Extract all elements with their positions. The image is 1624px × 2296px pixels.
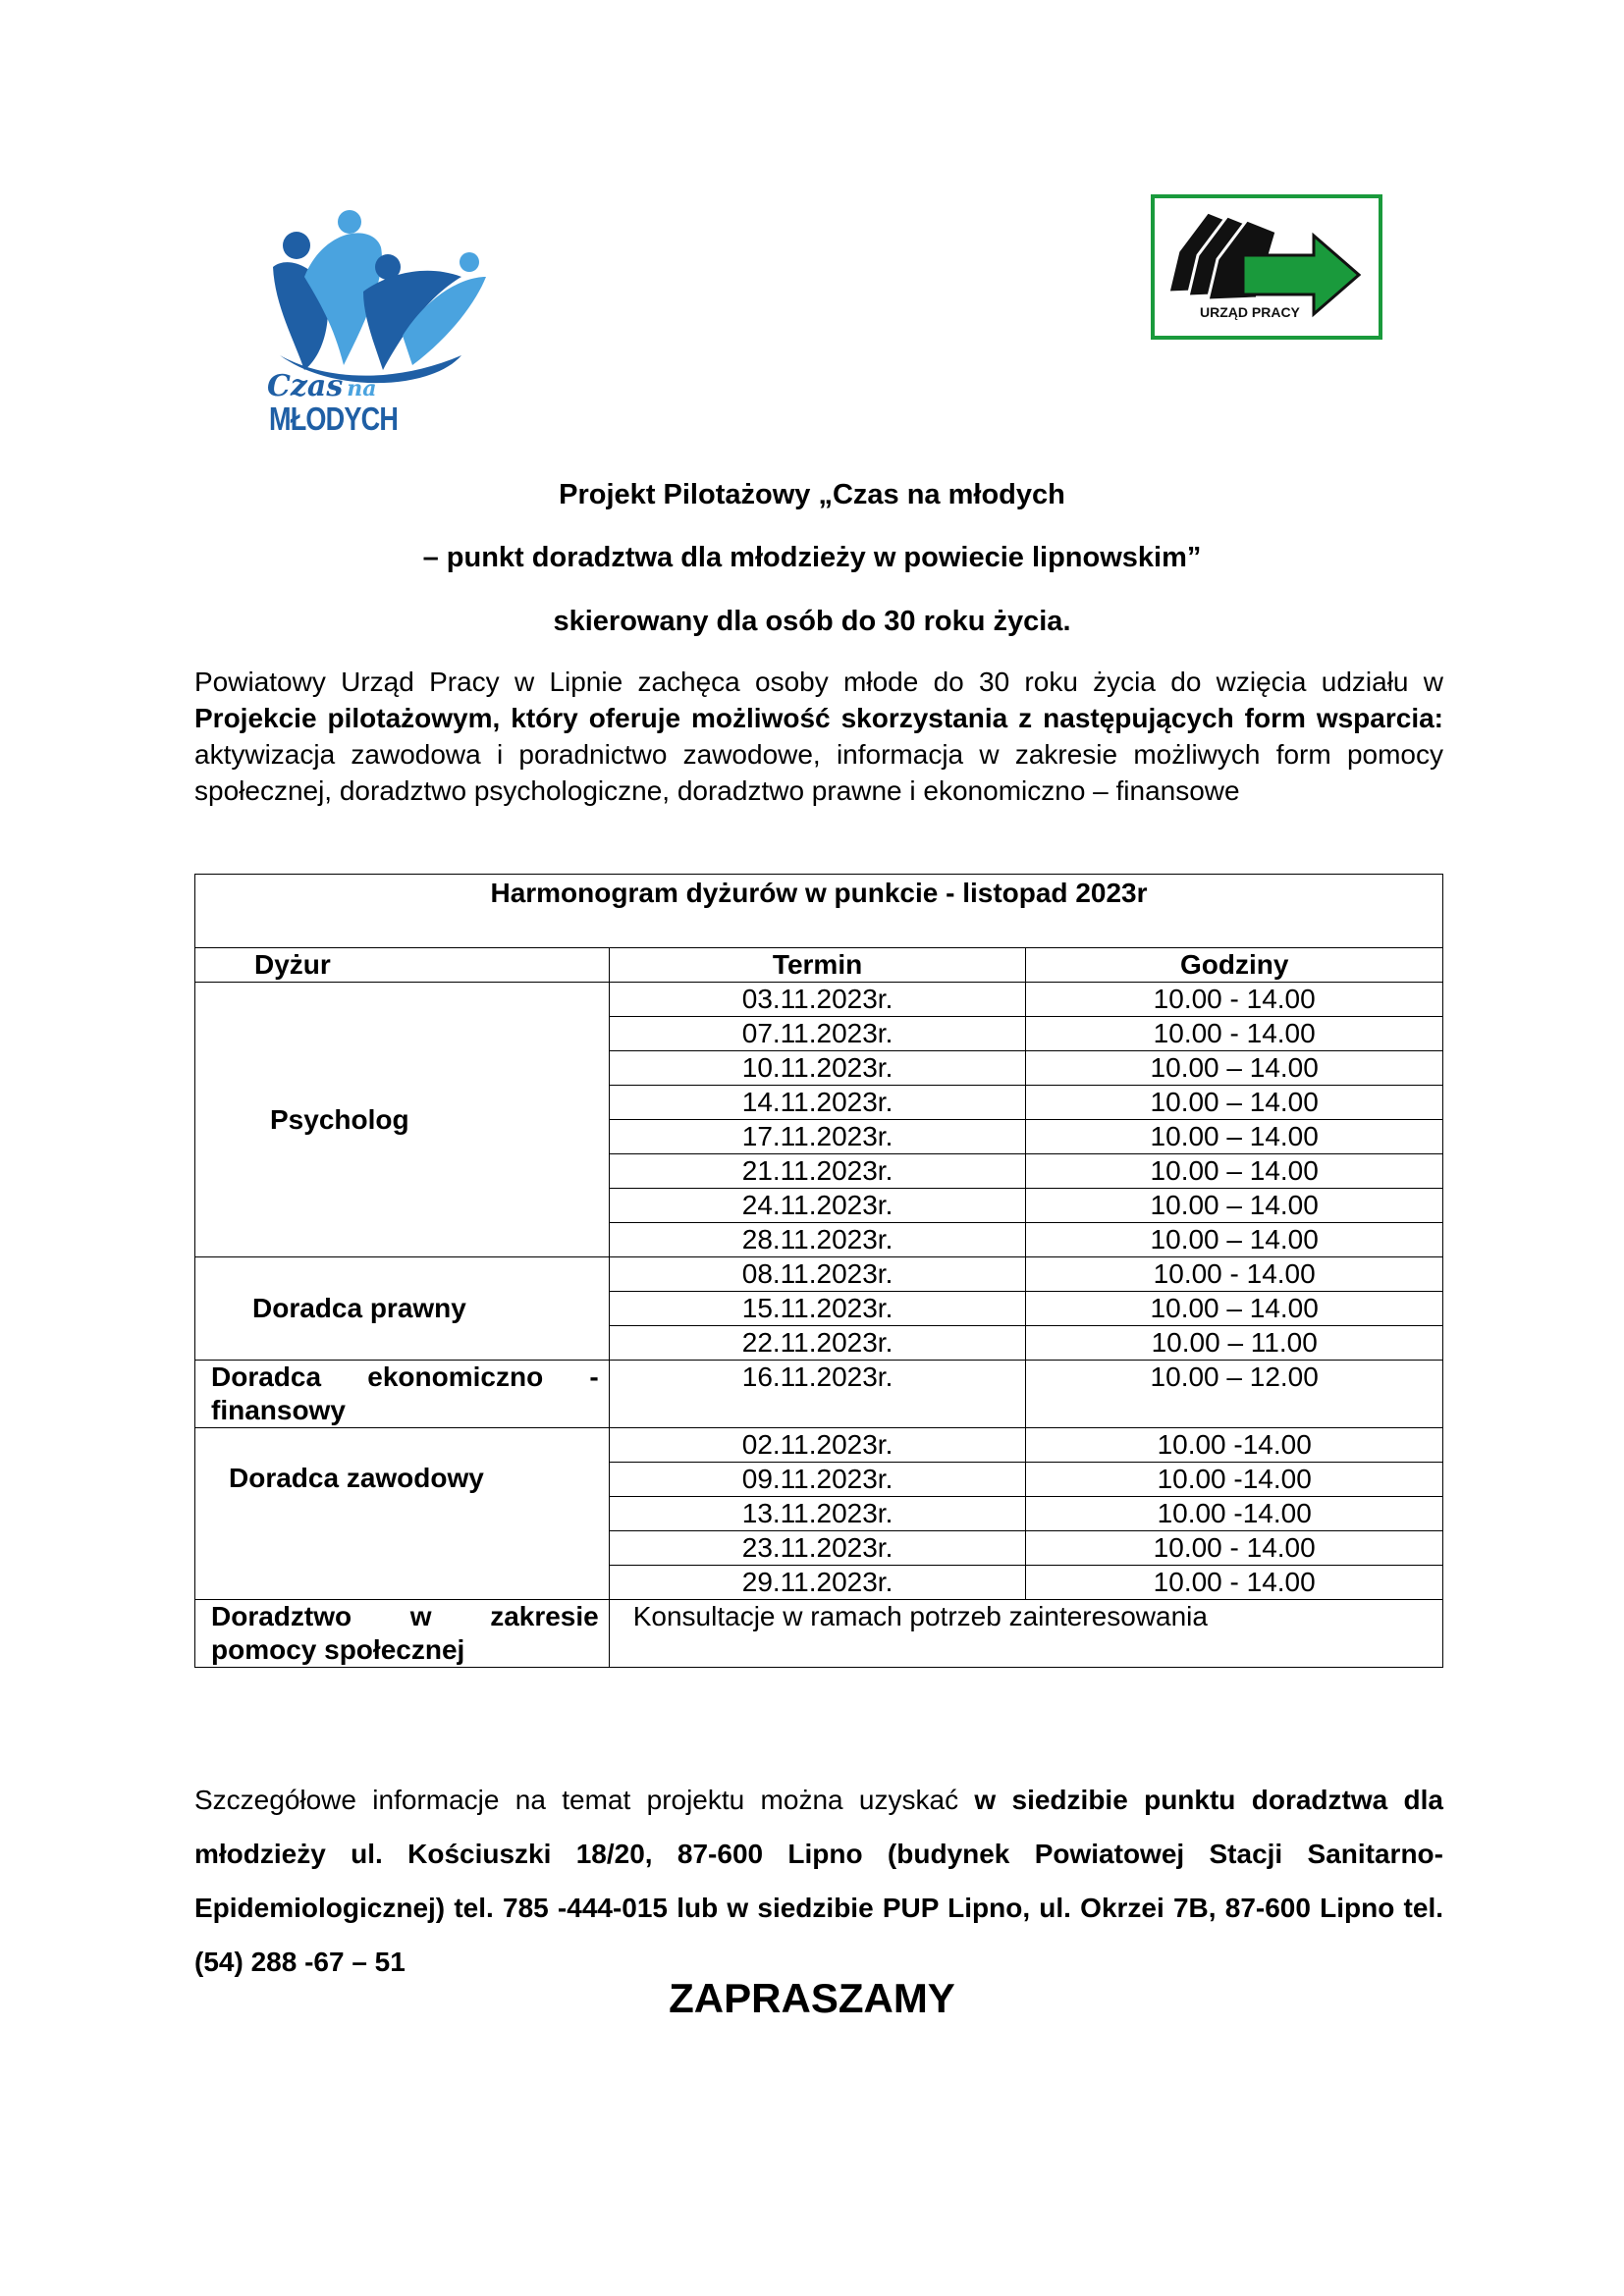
- hours-cell: 10.00 – 12.00: [1026, 1361, 1443, 1428]
- hours-cell: 10.00 -14.00: [1026, 1497, 1443, 1531]
- title-line-2: – punkt doradztwa dla młodzieży w powiecie lipnowskim”: [422, 542, 1202, 573]
- header-hours: Godziny: [1026, 948, 1443, 983]
- date-cell: 24.11.2023r.: [609, 1189, 1026, 1223]
- hours-cell: 10.00 – 14.00: [1026, 1051, 1443, 1086]
- consultation-note: Konsultacje w ramach potrzeb zainteresowania: [609, 1600, 1442, 1668]
- hours-cell: 10.00 -14.00: [1026, 1428, 1443, 1463]
- date-cell: 21.11.2023r.: [609, 1154, 1026, 1189]
- date-cell: 07.11.2023r.: [609, 1017, 1026, 1051]
- date-cell: 13.11.2023r.: [609, 1497, 1026, 1531]
- date-cell: 10.11.2023r.: [609, 1051, 1026, 1086]
- hours-cell: 10.00 – 11.00: [1026, 1326, 1443, 1361]
- date-cell: 23.11.2023r.: [609, 1531, 1026, 1566]
- intro-paragraph: [194, 664, 1443, 809]
- hours-cell: 10.00 -14.00: [1026, 1463, 1443, 1497]
- people-figures-icon: [273, 210, 486, 383]
- intro-text-2: aktywizacja zawodowa i poradnictwo zawodowe, informacja w zakresie możliwych form pomocy społecznej, doradztwo psychologiczne, doradztwo prawne i ekonomiczno – finansowe: [194, 739, 1443, 806]
- table-row: [195, 1600, 1443, 1668]
- hours-cell: 10.00 – 14.00: [1026, 1223, 1443, 1257]
- title-line-3: skierowany dla osób do 30 roku życia.: [553, 606, 1071, 637]
- date-cell: 09.11.2023r.: [609, 1463, 1026, 1497]
- duty-spoleczna-line-2: pomocy społecznej: [211, 1634, 465, 1665]
- duty-spoleczna-line-1: Doradztwo w zakresie: [211, 1601, 599, 1631]
- duty-ekonomiczny-line-2: finansowy: [211, 1395, 346, 1425]
- date-cell: 29.11.2023r.: [609, 1566, 1026, 1600]
- table-row: [195, 1257, 1443, 1292]
- date-cell: 17.11.2023r.: [609, 1120, 1026, 1154]
- hours-cell: 10.00 - 14.00: [1026, 1566, 1443, 1600]
- date-cell: 15.11.2023r.: [609, 1292, 1026, 1326]
- contact-text-bold: w siedzibie punktu doradztwa dla młodzieży ul. Kościuszki 18/20, 87-600 Lipno (budynek Powiatowej Stacji Sanitarno- Epidemiologicznej) tel. 785 -444-015 lub w siedzibie PUP Lipno, ul. Okrzei 7B, 87-600 Lipno tel. (54) 288 -67 – 51: [194, 1785, 1443, 1977]
- date-cell: 14.11.2023r.: [609, 1086, 1026, 1120]
- intro-text-1: Powiatowy Urząd Pracy w Lipnie zachęca osoby młode do 30 roku życia do wzięcia udziału w: [194, 667, 1443, 697]
- date-cell: 16.11.2023r.: [609, 1361, 1026, 1428]
- table-row: [195, 1428, 1443, 1463]
- logo-czas-text: Czas na: [267, 369, 377, 403]
- logo-mlodych-text: MŁODYCH: [269, 400, 399, 437]
- hours-cell: 10.00 - 14.00: [1026, 1531, 1443, 1566]
- hours-cell: 10.00 - 14.00: [1026, 1257, 1443, 1292]
- table-row: [195, 1361, 1443, 1428]
- table-row: [195, 983, 1443, 1017]
- duty-doradca-zawodowy: Doradca zawodowy: [195, 1428, 610, 1600]
- hours-cell: 10.00 - 14.00: [1026, 983, 1443, 1017]
- hours-cell: 10.00 – 14.00: [1026, 1086, 1443, 1120]
- contact-text: Szczegółowe informacje na temat projektu można uzyskać: [194, 1785, 959, 1815]
- hours-cell: 10.00 – 14.00: [1026, 1189, 1443, 1223]
- date-cell: 28.11.2023r.: [609, 1223, 1026, 1257]
- date-cell: 02.11.2023r.: [609, 1428, 1026, 1463]
- urzad-pracy-logo: [1151, 194, 1382, 340]
- duty-psycholog: Psycholog: [195, 983, 610, 1257]
- date-cell: 03.11.2023r.: [609, 983, 1026, 1017]
- hours-cell: 10.00 – 14.00: [1026, 1120, 1443, 1154]
- header-date: Termin: [609, 948, 1026, 983]
- urzad-pracy-label: URZĄD PRACY: [1200, 304, 1300, 320]
- title-line-1: Projekt Pilotażowy „Czas na młodych: [559, 479, 1065, 510]
- date-cell: 22.11.2023r.: [609, 1326, 1026, 1361]
- intro-text-bold: Projekcie pilotażowym, który oferuje możliwość skorzystania z następujących form wsparcia:: [194, 703, 1443, 733]
- hours-cell: 10.00 – 14.00: [1026, 1154, 1443, 1189]
- duty-doradca-ekonomiczny: [195, 1361, 610, 1428]
- date-cell: 08.11.2023r.: [609, 1257, 1026, 1292]
- invite-heading: ZAPRASZAMY: [669, 1975, 955, 2021]
- duty-pomoc-spoleczna: [195, 1600, 610, 1668]
- schedule-table: [194, 874, 1443, 1668]
- table-caption: Harmonogram dyżurów w punkcie - listopad 2023r: [195, 875, 1443, 948]
- contact-paragraph: [194, 1773, 1443, 1989]
- table-caption-row: [195, 875, 1443, 948]
- duty-doradca-prawny: Doradca prawny: [195, 1257, 610, 1361]
- duty-ekonomiczny-line-1: Doradca ekonomiczno -: [211, 1362, 599, 1392]
- hours-cell: 10.00 - 14.00: [1026, 1017, 1443, 1051]
- header-duty: Dyżur: [195, 948, 610, 983]
- table-header-row: [195, 948, 1443, 983]
- czas-na-mlodych-logo: [265, 208, 491, 439]
- hours-cell: 10.00 – 14.00: [1026, 1292, 1443, 1326]
